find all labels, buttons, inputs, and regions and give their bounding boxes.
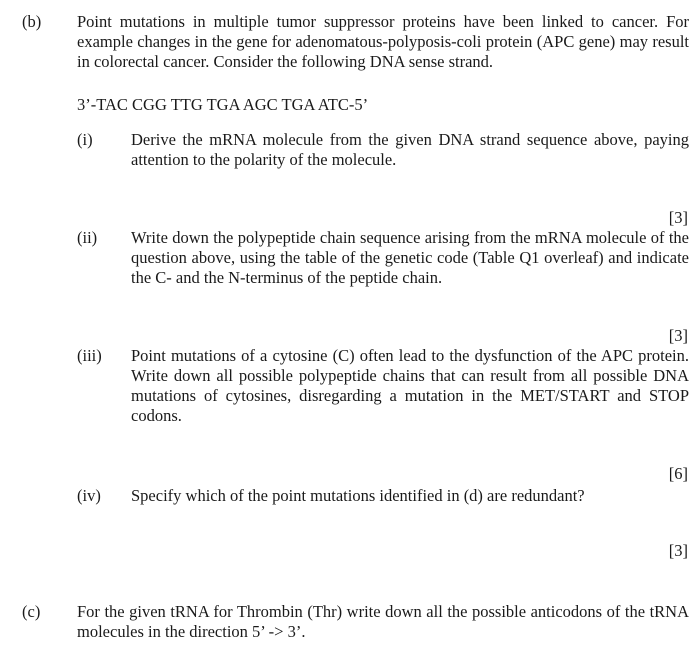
subpart-iv-marks: [3] [668,540,688,560]
subpart-iii-label: (iii) [77,346,102,365]
subpart-ii-marks: [3] [668,325,688,345]
part-c-text: For the given tRNA for Thrombin (Thr) write down all the possible anticodons of the tRNA molecules in the direction 5’ -> 3’. [77,602,689,641]
part-c-label: (c) [22,602,41,621]
dna-sense-strand: 3’-TAC CGG TTG TGA AGC TGA ATC-5’ [77,95,369,114]
part-b-intro: Point mutations in multiple tumor suppressor proteins have been linked to cancer. For example changes in the gene for adenomatous-polyposis-coli protein (APC gene) may result in colorectal cancer. Consider the following DNA sense strand. [77,12,689,71]
subpart-ii-text: Write down the polypeptide chain sequence arising from the mRNA molecule of the question above, using the table of the genetic code (Table Q1 overleaf) and indicate the C- and the N-terminus of the peptide chain. [131,228,689,287]
subpart-iii-marks: [6] [668,463,688,483]
part-b-label: (b) [22,12,42,31]
subpart-i-text: Derive the mRNA molecule from the given DNA strand sequence above, paying attention to the polarity of the molecule. [131,130,689,169]
subpart-iv-text: Specify which of the point mutations identified in (d) are redundant? [131,486,585,505]
subpart-iii-text: Point mutations of a cytosine (C) often lead to the dysfunction of the APC protein. Write down all possible polypeptide chains that can result from all possible DNA mutations of cytosines, disregarding a mutation in the MET/START and STOP codons. [131,346,689,425]
subpart-ii-label: (ii) [77,228,98,247]
subpart-i-label: (i) [77,130,93,149]
subpart-iv-label: (iv) [77,486,101,505]
subpart-i-marks: [3] [668,207,688,227]
